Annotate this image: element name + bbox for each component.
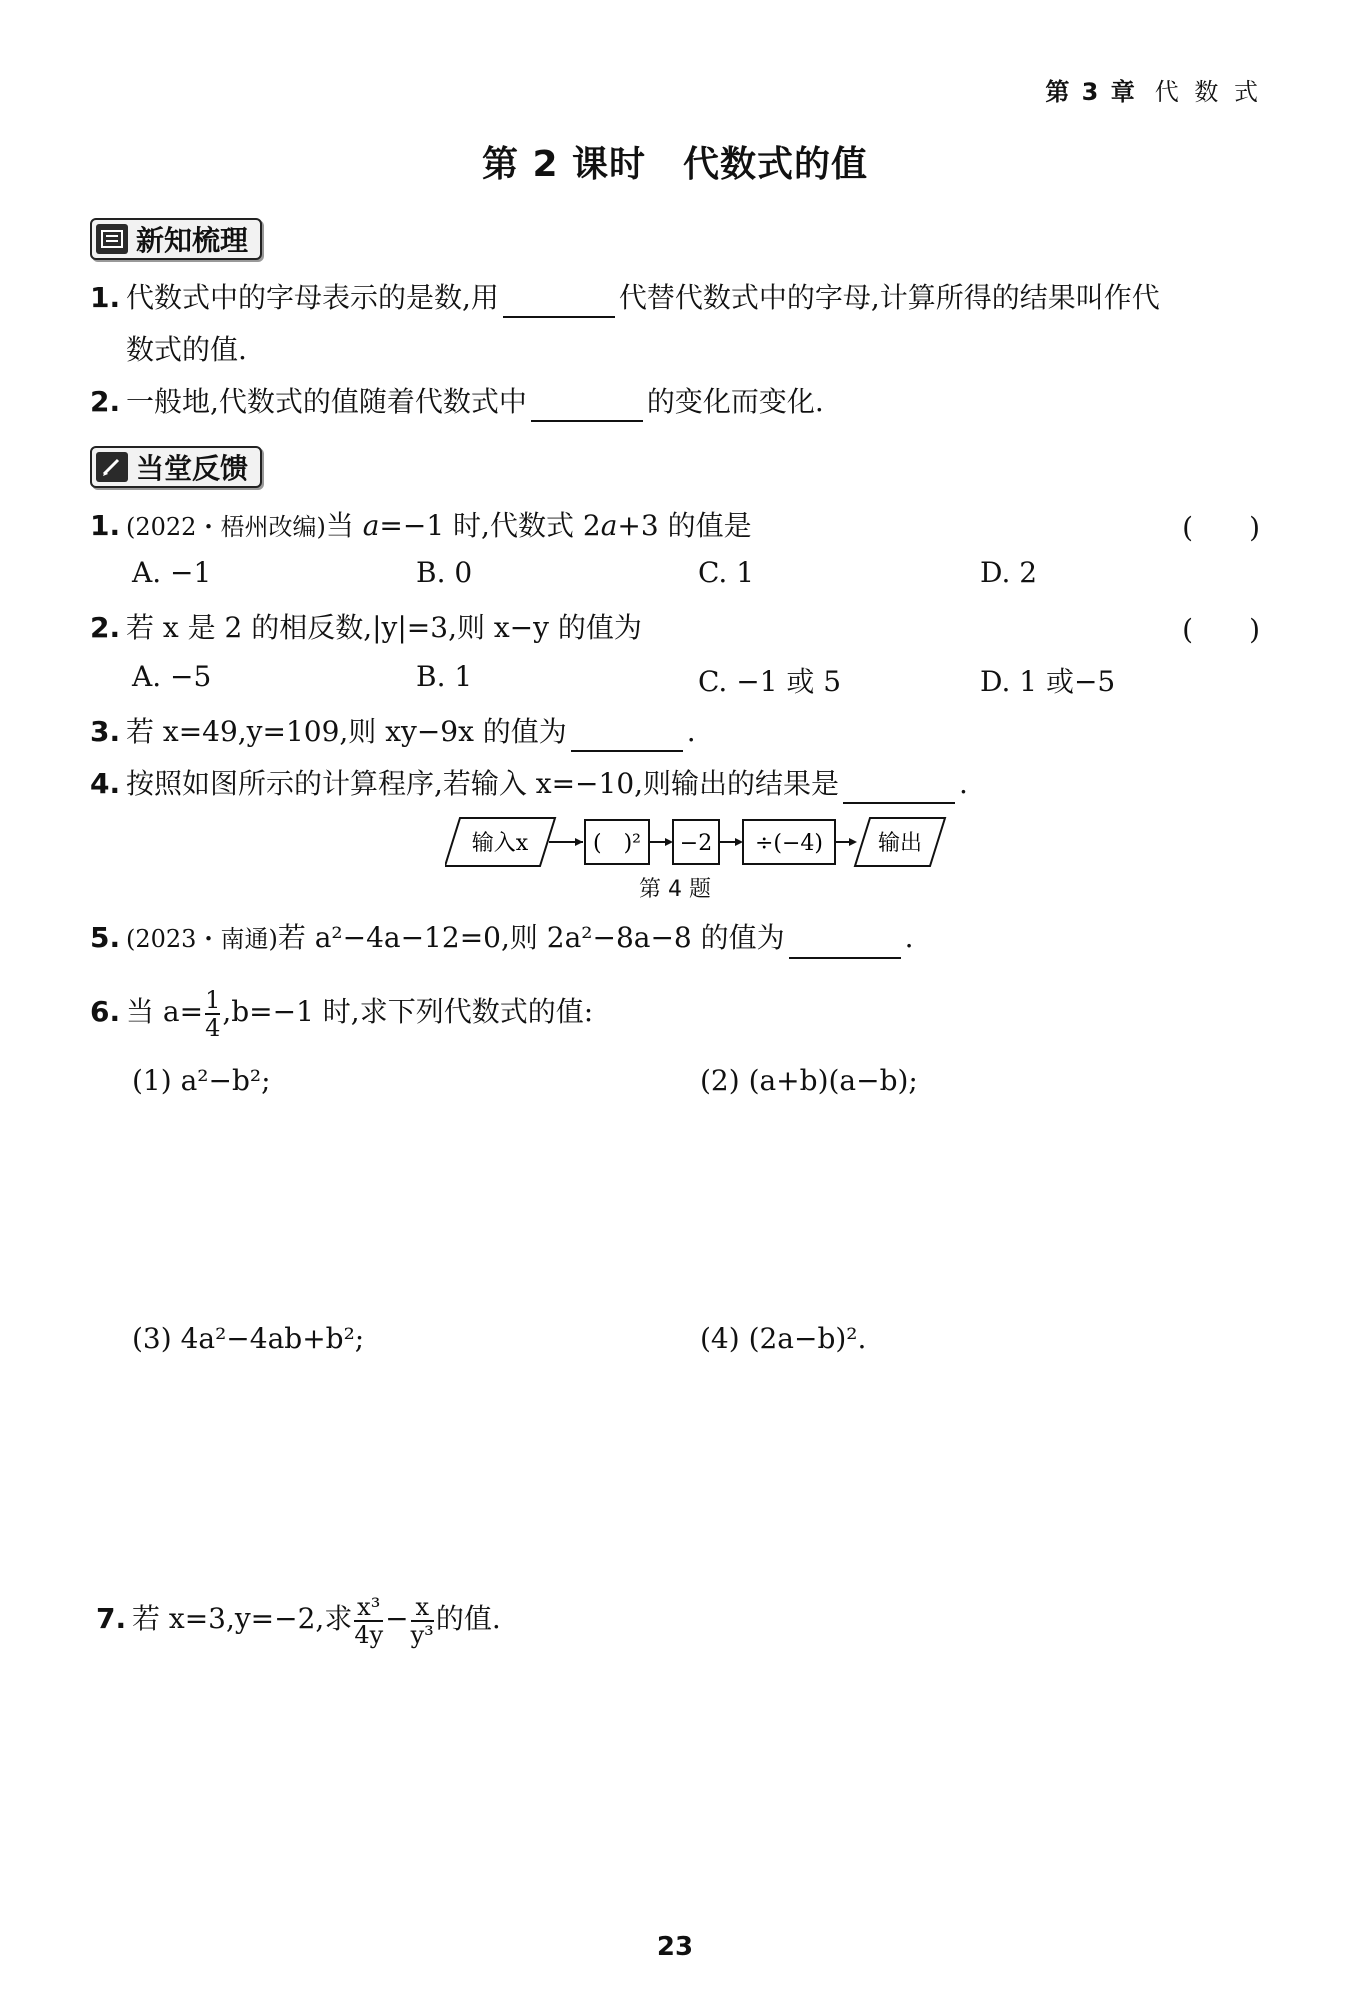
answer-paren[interactable]: ( ) xyxy=(1182,511,1260,544)
question-text: 当 a= xyxy=(126,995,204,1028)
answer-blank[interactable] xyxy=(789,927,901,959)
fraction-numerator: x xyxy=(415,1592,429,1621)
fb-question-1 xyxy=(90,506,752,547)
question-text: a xyxy=(600,509,618,542)
subquestion-3: (3) 4a²−4ab+b²; xyxy=(132,1322,365,1355)
calculation-flowchart xyxy=(445,812,965,872)
question-source: (2022・梧州改编) xyxy=(126,513,326,541)
option-c[interactable]: C. 1 xyxy=(698,556,755,589)
fraction-denominator: y³ xyxy=(410,1620,434,1649)
question-number: 1. xyxy=(90,509,121,542)
book-icon xyxy=(96,224,128,254)
fraction-numerator: x³ xyxy=(357,1592,381,1621)
question-number: 4. xyxy=(90,767,121,800)
fb-question-7 xyxy=(96,1584,501,1654)
question-text: 的值. xyxy=(435,1602,501,1635)
question-text: ,b=−1 时,求下列代数式的值: xyxy=(222,995,594,1028)
section-feedback-label: 当堂反馈 xyxy=(136,452,249,485)
question-text: . xyxy=(959,767,968,800)
option-b[interactable]: B. 1 xyxy=(416,660,473,693)
fraction-denominator: 4 xyxy=(205,1013,221,1042)
option-c[interactable]: C. −1 或 5 xyxy=(698,665,842,698)
flow-input-label: 输入x xyxy=(471,831,529,856)
question-text: =−1 时,代数式 2 xyxy=(379,509,601,542)
lesson-title: 第 2 课时 代数式的值 xyxy=(481,144,869,185)
question-text: . xyxy=(904,921,914,954)
flow-output-label: 输出 xyxy=(877,831,923,856)
nk-question-1-cont xyxy=(126,330,247,370)
subquestion-4: (4) (2a−b)². xyxy=(700,1322,867,1355)
question-text: 当 xyxy=(325,509,363,542)
question-text: 若 x=3,y=−2,求 xyxy=(132,1602,353,1635)
question-number: 5. xyxy=(90,921,121,954)
chapter-header xyxy=(1045,72,1262,107)
section-feedback-badge xyxy=(90,446,262,488)
question-number: 2. xyxy=(90,385,121,418)
fraction-denominator: 4y xyxy=(354,1620,384,1649)
pencil-icon xyxy=(96,452,128,482)
flow-divide-label: ÷(−4) xyxy=(754,831,824,856)
question-text: 的变化而变化. xyxy=(646,385,824,418)
question-number: 6. xyxy=(90,995,121,1028)
question-number: 1. xyxy=(90,281,121,314)
flow-minus-label: −2 xyxy=(679,831,713,856)
option-a[interactable]: A. −1 xyxy=(132,556,212,589)
fb-question-5 xyxy=(90,918,914,959)
nk-question-2 xyxy=(90,382,824,422)
subquestion-1: (1) a²−b²; xyxy=(132,1064,271,1097)
chapter-title: 代 数 式 xyxy=(1154,78,1262,106)
question-text: 数式的值. xyxy=(126,333,247,366)
answer-blank[interactable] xyxy=(503,286,615,318)
question-text: 按照如图所示的计算程序,若输入 x=−10,则输出的结果是 xyxy=(126,767,840,800)
fb-question-6 xyxy=(90,982,593,1042)
question-source: (2023・南通) xyxy=(126,925,278,953)
question-number: 7. xyxy=(96,1602,127,1635)
question-text: 若 a²−4a−12=0,则 2a²−8a−8 的值为 xyxy=(277,921,785,954)
question-text: 代数式中的字母表示的是数,用 xyxy=(126,281,499,314)
arrow-head-icon xyxy=(575,838,583,846)
answer-blank[interactable] xyxy=(843,772,955,804)
subquestion-2: (2) (a+b)(a−b); xyxy=(700,1064,918,1097)
arrow-head-icon xyxy=(735,838,743,846)
fb-question-2 xyxy=(90,608,642,648)
question-text: − xyxy=(385,1602,409,1635)
answer-blank[interactable] xyxy=(531,390,643,422)
option-b[interactable]: B. 0 xyxy=(416,556,473,589)
fraction xyxy=(411,1594,434,1648)
question-number: 2. xyxy=(90,611,121,644)
answer-blank[interactable] xyxy=(571,720,683,752)
question-text: 若 x=49,y=109,则 xy−9x 的值为 xyxy=(126,715,567,748)
section-new-knowledge-badge xyxy=(90,218,262,260)
question-text: 若 x 是 2 的相反数,|y|=3,则 x−y 的值为 xyxy=(126,611,642,644)
question-text: +3 的值是 xyxy=(617,509,752,542)
page-number: 23 xyxy=(656,1932,694,1962)
question-number: 3. xyxy=(90,715,121,748)
arrow-head-icon xyxy=(849,838,857,846)
fraction-numerator: 1 xyxy=(205,985,221,1014)
question-text: 代替代数式中的字母,计算所得的结果叫作代 xyxy=(618,281,1160,314)
option-a[interactable]: A. −5 xyxy=(132,660,212,693)
fb-question-4 xyxy=(90,764,968,804)
fraction xyxy=(354,1594,383,1648)
figure-caption: 第 4 题 xyxy=(639,877,711,902)
chapter-number: 第 3 章 xyxy=(1045,78,1137,106)
question-text: 一般地,代数式的值随着代数式中 xyxy=(126,385,527,418)
question-text: a xyxy=(362,509,380,542)
answer-paren[interactable]: ( ) xyxy=(1182,613,1260,646)
arrow-head-icon xyxy=(665,838,673,846)
option-d[interactable]: D. 2 xyxy=(980,556,1038,589)
section-new-knowledge-label: 新知梳理 xyxy=(136,224,249,257)
fb-question-3 xyxy=(90,712,696,752)
nk-question-1 xyxy=(90,278,1160,318)
question-text: . xyxy=(686,715,696,748)
fraction xyxy=(205,987,220,1041)
flow-square-label: ( )² xyxy=(593,831,641,856)
option-d[interactable]: D. 1 或−5 xyxy=(980,665,1116,698)
